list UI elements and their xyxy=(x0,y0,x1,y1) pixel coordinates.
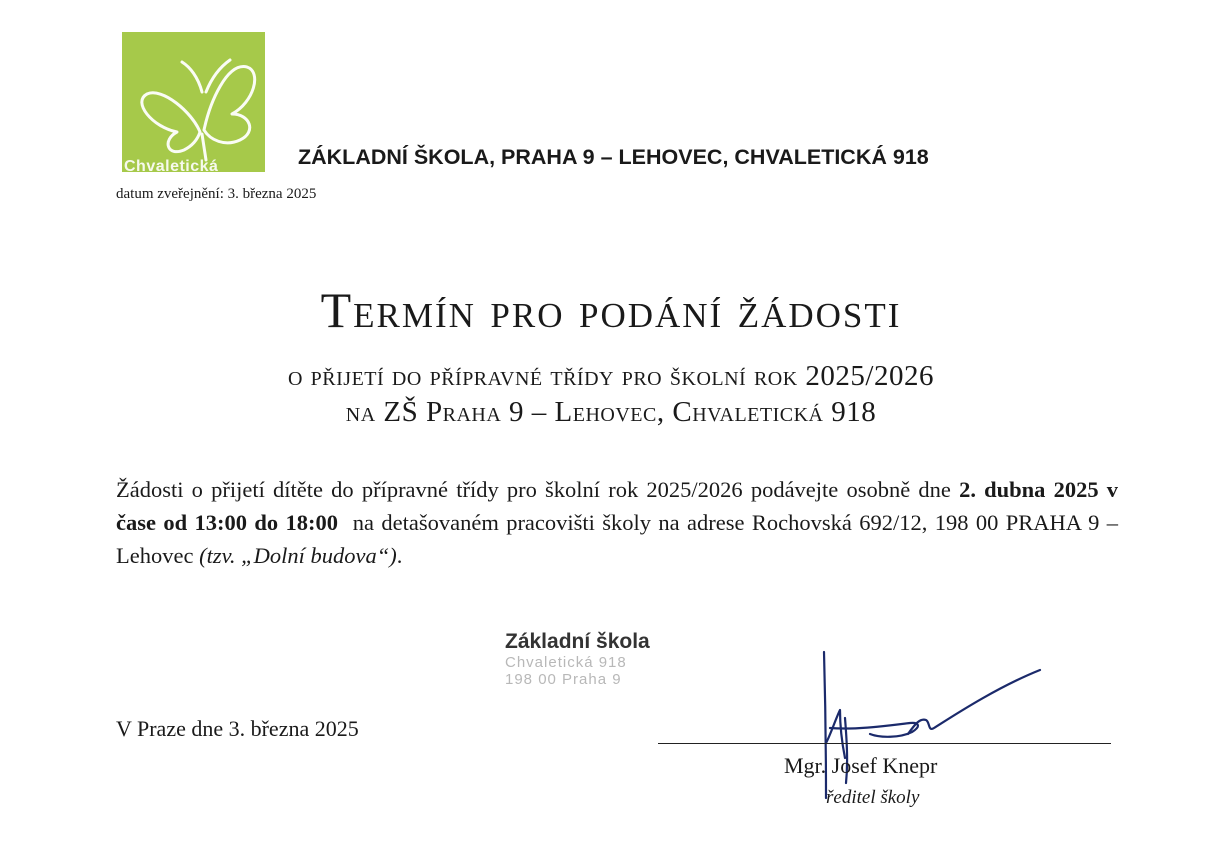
butterfly-icon xyxy=(122,32,265,172)
body-text-before: Žádosti o přijetí dítěte do přípravné třídy pro školní rok 2025/2026 podávejte osobně dne xyxy=(116,477,951,502)
school-logo xyxy=(122,32,265,172)
signer-role: ředitel školy xyxy=(826,787,920,808)
body-paragraph xyxy=(116,473,1118,572)
place-and-date: V Praze dne 3. března 2025 xyxy=(116,716,359,741)
signer-name: Mgr. Josef Knepr xyxy=(784,753,938,778)
body-text-deadline: 2. dubna 2025 v čase od 13:00 do 18:00 xyxy=(116,477,1119,535)
publication-date: datum zveřejnění: 3. března 2025 xyxy=(116,186,317,202)
stamp-line-3: 198 00 Praha 9 xyxy=(505,671,622,688)
stamp-line-1: Základní škola xyxy=(505,630,650,653)
logo-text: Chvaletická xyxy=(124,158,219,172)
school-name-heading: ZÁKLADNÍ ŠKOLA, PRAHA 9 – LEHOVEC, CHVALETICKÁ 918 xyxy=(298,145,929,169)
signature-line xyxy=(658,743,1111,744)
body-text-address: na detašovaném pracovišti školy na adrese Rochovská 692/12, 198 00 PRAHA 9 – Lehovec xyxy=(116,510,1118,568)
body-text-end: . xyxy=(396,543,403,568)
subtitle-line-1: o přijetí do přípravné třídy pro školní rok 2025/2026 xyxy=(287,360,934,392)
handwritten-signature xyxy=(800,648,1050,808)
subtitle-line-2: na ZŠ Praha 9 – Lehovec, Chvaletická 918 xyxy=(345,396,877,428)
body-text-note: (tzv. „Dolní budova“) xyxy=(199,543,397,568)
stamp-line-2: Chvaletická 918 xyxy=(505,654,627,671)
school-stamp xyxy=(505,630,650,688)
document-title: Termín pro podání žádosti xyxy=(320,282,902,338)
